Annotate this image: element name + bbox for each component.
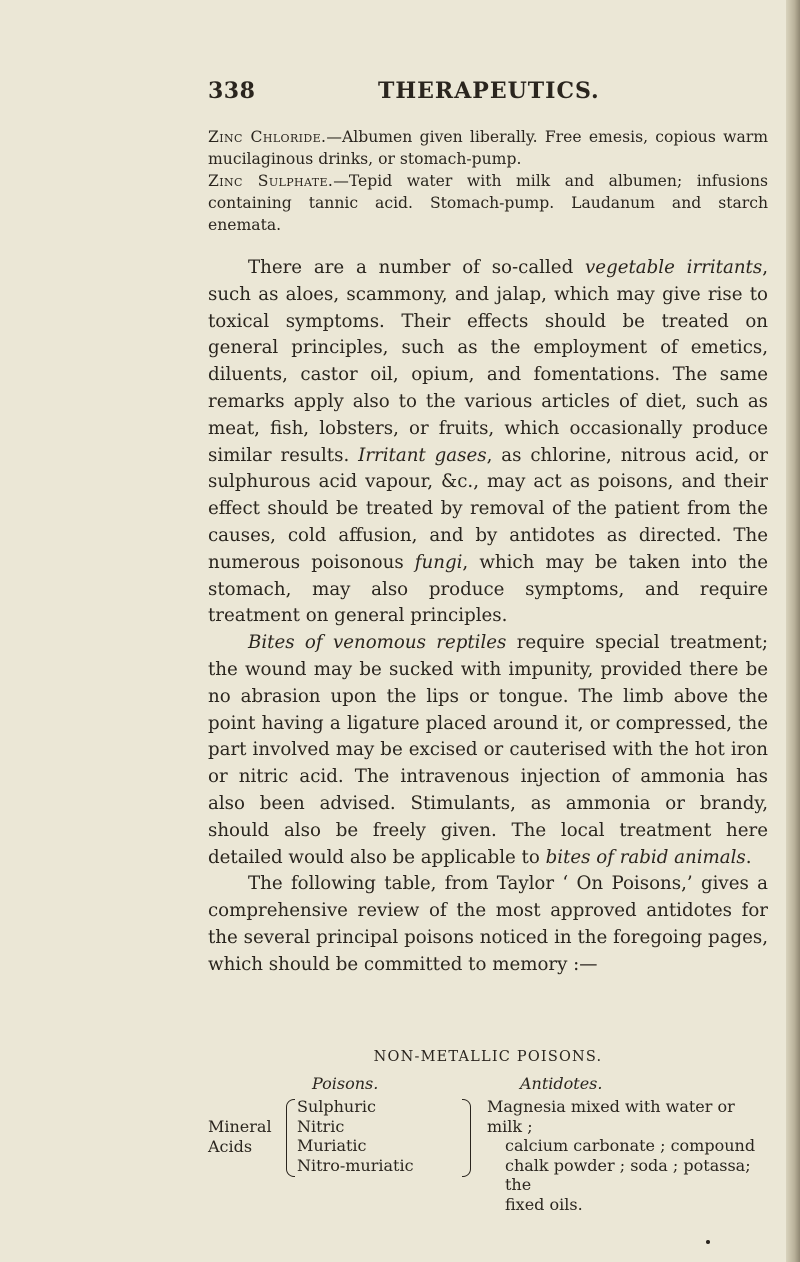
group-label-line: Acids bbox=[208, 1136, 253, 1156]
paragraph-table-intro: The following table, from Taylor ‘ On Poisons,’ gives a comprehensive review of the most approved antidotes for the several principal poisons noticed in the foregoing pages, which should be committed to memory :— bbox=[208, 873, 768, 975]
table-title: NON-METALLIC POISONS. bbox=[373, 1049, 603, 1065]
poison-item: Nitric bbox=[297, 1116, 345, 1136]
left-brace bbox=[286, 1099, 295, 1177]
entry-text: —Tepid water with milk and albumen; infusions containing tannic acid. Stomach-pump. Laudanum and starch enemata. bbox=[208, 172, 768, 234]
body-text bbox=[208, 255, 768, 979]
right-brace bbox=[462, 1099, 471, 1177]
antidote-line: calcium carbonate ; compound bbox=[505, 1136, 756, 1156]
antidote-entry-zinc-sulphate bbox=[208, 170, 768, 236]
paragraph-bites: Bites of venomous reptiles require special treatment; the wound may be sucked with impunity, provided there be no abrasion upon the lips or tongue. The limb above the point having a ligature placed around it, or compressed, the part involved may be excised or cauterised with the hot iron or nitric acid. The intravenous injection of ammonia has also been advised. Stimulants, as ammonia or brandy, should also be freely given. The local treatment here detailed would also be applicable to bites of rabid animals. bbox=[208, 632, 768, 868]
poison-item: Nitro-muriatic bbox=[297, 1155, 414, 1175]
page-number: 338 bbox=[208, 78, 256, 104]
term-rabid-animals: bites of rabid animals bbox=[545, 846, 746, 868]
ink-mark bbox=[706, 1240, 710, 1244]
entry-text: —Albumen given liberally. Free emesis, copious warm mucilaginous drinks, or stomach-pump. bbox=[208, 128, 769, 168]
antidote-line: chalk powder ; soda ; potassa; the bbox=[505, 1155, 751, 1195]
group-label-line: Mineral bbox=[208, 1117, 272, 1136]
term-venomous-reptiles: Bites of venomous reptiles bbox=[248, 632, 507, 654]
antidote-text bbox=[487, 1097, 769, 1215]
term-vegetable-irritants: vegetable irritants bbox=[585, 257, 763, 278]
poison-list bbox=[297, 1097, 414, 1175]
group-label bbox=[208, 1117, 272, 1156]
antidote-line: fixed oils. bbox=[505, 1194, 583, 1214]
antidote-entry-zinc-chloride bbox=[208, 126, 768, 170]
running-title: THERAPEUTICS. bbox=[378, 78, 600, 104]
column-header-poisons: Poisons. bbox=[312, 1074, 379, 1093]
column-header-antidotes: Antidotes. bbox=[520, 1074, 603, 1093]
page-edge bbox=[786, 0, 800, 1262]
entry-name: Zinc Chloride. bbox=[208, 128, 327, 146]
antidote-line: Magnesia mixed with water or milk ; bbox=[487, 1097, 735, 1136]
poison-item: Muriatic bbox=[297, 1136, 367, 1156]
poison-item: Sulphuric bbox=[297, 1097, 376, 1116]
paragraph-irritants: There are a number of so-called vegetable irritants, such as aloes, scammony, and jalap, which may give rise to toxical symptoms. Their effects should be treated on general principles, such as the employment of emetics, diluents, castor oil, opium, and fomentations. The same remarks apply also to the various articles of diet, such as meat, fish, lobsters, or fruits, which occasionally produce similar results. Irritant gases, as chlorine, nitrous acid, or sulphurous acid vapour, &c., may act as poisons, and their effect should be treated by removal of the patient from the causes, cold affusion, and by antidotes as directed. The numerous poisonous fungi, which may be taken into the stomach, may also produce symptoms, and require treatment on general principles. bbox=[208, 257, 768, 627]
term-irritant-gases: Irritant gases bbox=[358, 444, 487, 466]
entry-name: Zinc Sulphate. bbox=[208, 172, 334, 190]
term-fungi: fungi bbox=[414, 551, 463, 573]
